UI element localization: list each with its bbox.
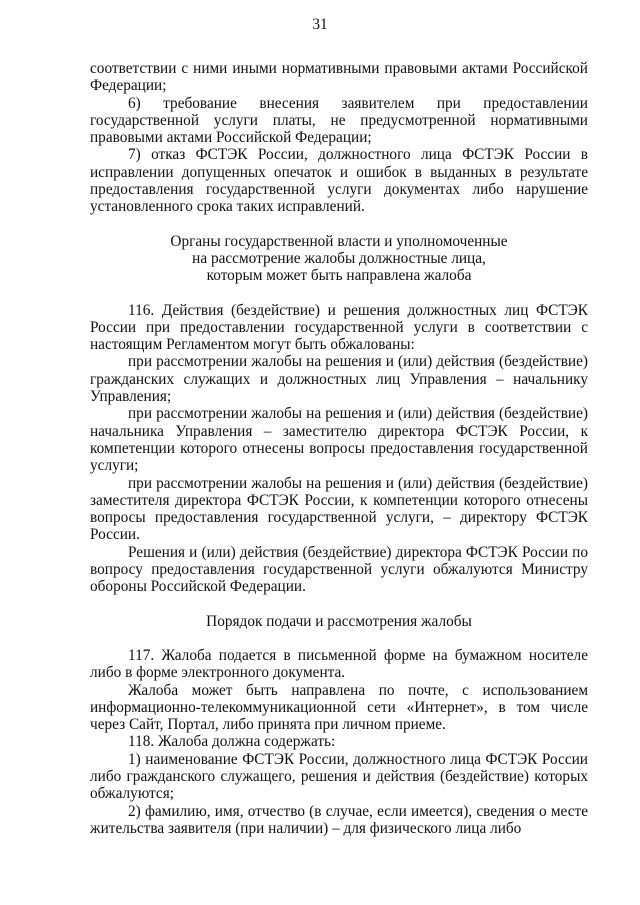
paragraph-116: 116. Действия (бездействие) и решения должностных лиц ФСТЭК России при предоставлении государственной услуги в соответствии с настоящим Регламентом могут быть обжалованы:	[90, 301, 588, 354]
paragraph-118-1: 1) наименование ФСТЭК России, должностного лица ФСТЭК России либо гражданского служащего, решения и действия (бездействие) которых обжалуются;	[90, 750, 588, 803]
paragraph-118-2: 2) фамилию, имя, отчество (в случае, если имеется), сведения о месте жительства заявителя (при наличии) – для физического лица либо	[90, 802, 588, 837]
section-before	[90, 60, 588, 216]
heading-authorities	[90, 233, 588, 285]
paragraph-item-7: 7) отказ ФСТЭК России, должностного лица ФСТЭК России в исправлении допущенных опечаток и ошибок в выданных в результате предоставления государственной услуги документах либо нарушение установленного срока таких исправлений.	[90, 146, 588, 216]
heading-line: которым может быть направлена жалоба	[206, 267, 472, 285]
section-middle	[90, 302, 588, 596]
paragraph-117-a: Жалоба может быть направлена по почте, с использованием информационно-телекоммуникационной сети «Интернет», в том числе через Сайт, Портал, либо принята при личном приеме.	[90, 681, 588, 734]
paragraph-continuation: соответствии с ними иными нормативными правовыми актами Российской Федерации;	[90, 60, 588, 95]
section-after	[90, 647, 588, 837]
paragraph-117: 117. Жалоба подается в письменной форме на бумажном носителе либо в форме электронного документа.	[90, 646, 588, 682]
paragraph-116-d: Решения и (или) действия (бездействие) директора ФСТЭК России по вопросу предоставления государственной услуги обжалуются Министру обороны Российской Федерации.	[90, 543, 588, 596]
paragraph-116-b: при рассмотрении жалобы на решения и (или) действия (бездействие) начальника Управления – заместителю директора ФСТЭК России, к компетенции которого отнесены вопросы предоставления государственной услуги;	[90, 405, 588, 475]
heading-line: Порядок подачи и рассмотрения жалобы	[206, 612, 472, 630]
paragraph-116-c: при рассмотрении жалобы на решения и (или) действия (бездействие) заместителя директора ФСТЭК России, к компетенции которого отнесены вопросы предоставления государственной услуги, – директору ФСТЭК России.	[90, 474, 588, 544]
paragraph-116-a: при рассмотрении жалобы на решения и (или) действия (бездействие) гражданских служащих и должностных лиц Управления – начальнику Управления;	[90, 353, 588, 406]
document-body	[90, 60, 588, 837]
heading-line: на рассмотрение жалобы должностные лица,	[192, 249, 486, 267]
paragraph-118: 118. Жалоба должна содержать:	[128, 733, 336, 751]
heading-line: Органы государственной власти и уполномоченные	[170, 232, 508, 250]
paragraph-item-6: 6) требование внесения заявителем при предоставлении государственной услуги платы, не предусмотренной нормативными правовыми актами Российской Федерации;	[90, 94, 588, 147]
heading-complaint-procedure	[90, 613, 588, 630]
page-number: 31	[312, 16, 328, 33]
